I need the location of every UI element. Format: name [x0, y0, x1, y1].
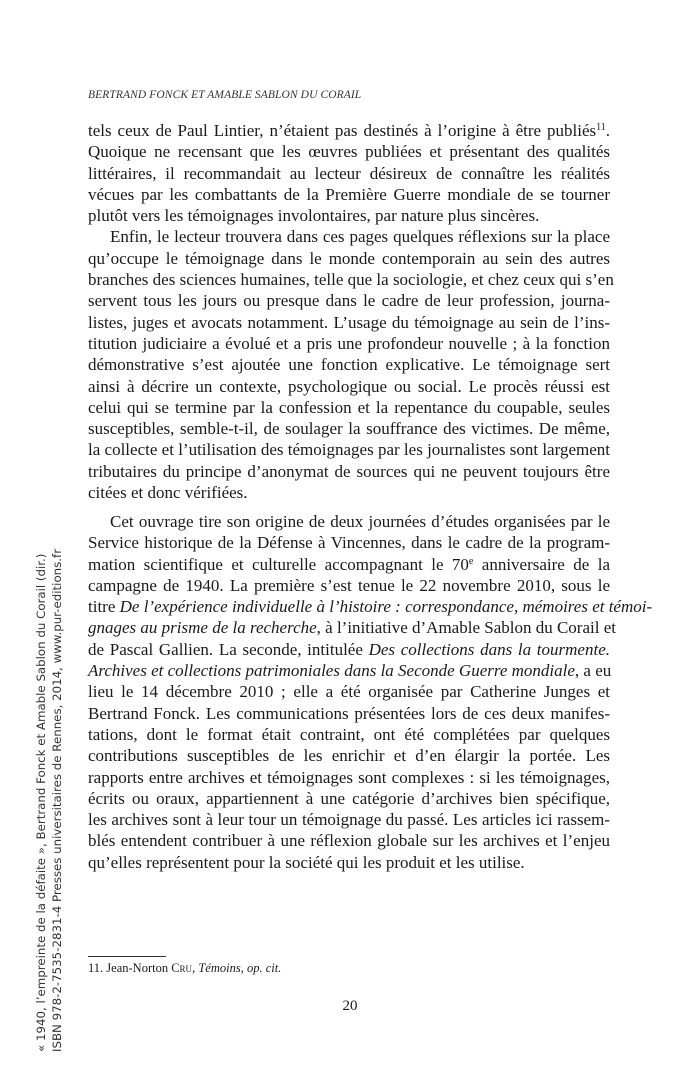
text-segment: tels ceux de Paul Lintier, n’étaient pas destinés à l’origine à être publiés — [88, 121, 597, 140]
text-line — [88, 120, 610, 141]
text-line — [88, 163, 610, 184]
text-line — [88, 639, 610, 660]
text-segment: campagne de 1940. La première s’est tenue le 22 novembre 2010, sous le — [88, 575, 610, 595]
superscript: e — [468, 555, 474, 567]
text-line — [88, 141, 610, 162]
text-segment: titution judiciaire a évolué et a pris une profondeur nouvelle ; à la fonction — [88, 333, 610, 353]
text-segment: branches des sciences humaines, telle que la sociologie, et chez ceux qui s’en — [88, 270, 614, 290]
text-line — [88, 376, 610, 397]
text-segment: anniversaire de la — [473, 554, 610, 574]
text-line — [88, 290, 610, 311]
text-line — [88, 397, 610, 418]
italic-text: De l’expérience individuelle à l’histoire : correspondance, mémoires et témoi- — [119, 597, 653, 617]
text-segment: tations, dont le format était contraint, ont été complétées par quelques — [88, 724, 610, 744]
text-segment: contributions susceptibles de les enrichir et d’en élargir la portée. Les — [88, 746, 610, 766]
italic-text: Des collections dans la tourmente. — [368, 639, 610, 659]
text-line — [88, 184, 610, 205]
footnote-ref: op. cit. — [246, 961, 282, 975]
text-line — [88, 596, 653, 617]
text-line — [88, 354, 610, 375]
text-line — [88, 809, 610, 830]
running-head: BERTRAND FONCK ET AMABLE SABLON DU CORAIL — [88, 89, 362, 101]
text-segment: lieu le 14 décembre 2010 ; elle a été organisée par Catherine Junges et — [88, 682, 610, 702]
text-segment: écrits ou oraux, appartiennent à une catégorie d’archives bien spécifique, — [88, 788, 610, 808]
text-segment: Enfin, le lecteur trouvera dans ces pages quelques réflexions sur la place — [110, 227, 610, 247]
text-segment: listes, juges et avocats notamment. L’usage du témoignage au sein de l’ins- — [88, 312, 610, 332]
text-segment: , à l’initiative d’Amable Sablon du Corail et — [316, 618, 616, 638]
text-segment: les archives sont à leur tour un témoignage du passé. Les articles ici rassem- — [88, 810, 610, 830]
text-segment: titre — [88, 597, 120, 617]
text-line — [88, 248, 610, 269]
text-segment: Service historique de la Défense à Vincennes, dans le cadre de la program- — [88, 533, 610, 553]
text-segment: plutôt vers les témoignages involontaires, par nature plus sincères. — [88, 206, 540, 226]
text-segment: qu’occupe le témoignage dans le monde contemporain au sein des autres — [88, 248, 610, 268]
text-segment: Cet ouvrage tire son origine de deux journées d’études organisées par le — [110, 512, 610, 531]
text-line — [88, 681, 610, 702]
text-line — [88, 461, 610, 482]
text-segment: celui qui se termine par la confession et la repentance du coupable, seules — [88, 397, 610, 417]
text-segment: blés entendent contribuer à une réflexion globale sur les archives et l’enjeu — [88, 831, 610, 851]
side-credit-line-2: ISBN 978-2-7535-2831-4 Presses universitaires de Rennes, 2014, www.pur-editions.fr — [50, 548, 64, 1052]
text-line — [88, 660, 610, 681]
text-segment: Quoique ne recensant que les œuvres publiées et présentant des qualités — [88, 142, 610, 162]
italic-text: gnages au prisme de la recherche — [88, 618, 317, 638]
text-line — [88, 575, 610, 596]
text-segment: ainsi à décrire un contexte, psychologique ou social. Le procès réussi est — [88, 376, 610, 396]
text-line — [88, 745, 610, 766]
text-line — [88, 333, 610, 354]
body-text-block-1 — [88, 120, 614, 503]
footnote-number: 11. — [88, 961, 104, 975]
footnote-title: Témoins — [198, 961, 241, 975]
text-line — [88, 532, 610, 553]
footnote-author-first: Jean-Norton — [106, 961, 169, 975]
text-line — [88, 205, 610, 226]
text-segment: démonstrative s’est ajoutée une fonction explicative. Le témoignage sert — [88, 355, 610, 375]
text-line — [88, 703, 610, 724]
text-line — [88, 312, 610, 333]
text-line — [88, 617, 616, 638]
text-line — [88, 511, 610, 532]
text-line — [88, 724, 610, 745]
text-line — [88, 554, 610, 575]
text-segment: qu’elles représentent pour la société qui les produit et les utilise. — [88, 852, 525, 872]
text-line — [88, 830, 610, 851]
page-number: 20 — [342, 998, 358, 1014]
text-line — [88, 788, 610, 809]
text-segment: la collecte et l’utilisation des témoignages par les journalistes sont largement — [88, 440, 610, 460]
text-line — [88, 439, 610, 460]
text-line — [88, 852, 610, 873]
footnote-author-last: Cru — [171, 961, 193, 975]
side-credit-line-1: « 1940, l’empreinte de la défaite », Bertrand Fonck et Amable Sablon du Corail (dir.) — [34, 553, 48, 1052]
text-segment: tributaires du principe d’anonymat de sources qui ne peuvent toujours être — [88, 461, 610, 481]
text-segment: servent tous les jours ou presque dans le cadre de leur profession, journa- — [88, 291, 610, 311]
side-credit — [33, 549, 65, 1052]
body-text-block-2 — [88, 511, 653, 873]
text-segment: . — [605, 121, 610, 140]
text-segment: rapports entre archives et témoignages sont complexes : si les témoignages, — [88, 767, 610, 787]
text-line — [88, 482, 610, 503]
text-segment: littéraires, il recommandait au lecteur désireux de connaître les réalités — [88, 163, 610, 183]
text-line — [88, 767, 610, 788]
text-segment: Bertrand Fonck. Les communications présentées lors de ces deux manifes- — [88, 703, 610, 723]
text-segment: de Pascal Gallien. La seconde, intitulée — [88, 639, 369, 659]
text-segment: susceptibles, semble-t-il, de soulager la souffrance des victimes. De même, — [88, 419, 610, 439]
text-line — [88, 418, 610, 439]
footnote-rule — [88, 956, 166, 957]
text-segment: , a eu — [574, 661, 612, 681]
italic-text: Archives et collections patrimoniales dans la Seconde Guerre mondiale — [88, 661, 575, 681]
text-segment: citées et donc vérifiées. — [88, 483, 248, 503]
text-line — [88, 226, 610, 247]
footnote: 11. Jean-Norton Cru, Témoins, op. cit. — [88, 961, 282, 975]
text-line — [88, 269, 614, 290]
text-segment: mation scientifique et culturelle accompagnant le 70 — [88, 554, 469, 574]
text-segment: vécues par les combattants de la Première Guerre mondiale de se tourner — [88, 184, 610, 204]
superscript: 11 — [596, 122, 606, 133]
